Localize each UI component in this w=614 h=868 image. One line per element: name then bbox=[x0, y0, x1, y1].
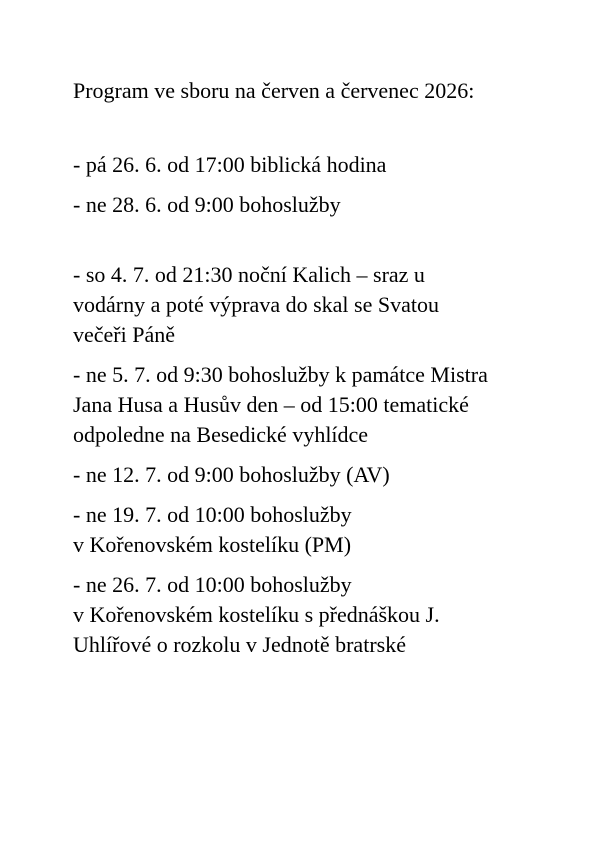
list-item bbox=[73, 500, 573, 560]
list-item-line: - ne 28. 6. od 9:00 bohoslužby bbox=[73, 192, 341, 217]
list-item bbox=[73, 190, 573, 220]
list-item-line: v Kořenovském kostelíku s přednáškou J. bbox=[73, 602, 440, 627]
list-item-line: odpoledne na Besedické vyhlídce bbox=[73, 422, 369, 447]
list-item-line: - ne 12. 7. od 9:00 bohoslužby (AV) bbox=[73, 462, 390, 487]
list-item-line: vodárny a poté výprava do skal se Svatou bbox=[73, 292, 439, 317]
program-list bbox=[73, 150, 573, 670]
list-item-line: - ne 26. 7. od 10:00 bohoslužby bbox=[73, 572, 352, 597]
list-item-line: - ne 19. 7. od 10:00 bohoslužby bbox=[73, 502, 352, 527]
document-title: Program ve sboru na červen a červenec 2026: bbox=[73, 78, 475, 103]
list-item bbox=[73, 360, 573, 450]
list-item bbox=[73, 260, 573, 350]
list-item-line: - pá 26. 6. od 17:00 biblická hodina bbox=[73, 152, 387, 177]
list-item bbox=[73, 460, 573, 490]
list-item-line: večeři Páně bbox=[73, 322, 175, 347]
list-item-line: v Kořenovském kostelíku (PM) bbox=[73, 532, 352, 557]
list-item bbox=[73, 150, 573, 180]
list-item-line: Uhlířové o rozkolu v Jednotě bratrské bbox=[73, 632, 406, 657]
list-item-line: - so 4. 7. od 21:30 noční Kalich – sraz u bbox=[73, 262, 425, 287]
list-item bbox=[73, 570, 573, 660]
list-item-line: Jana Husa a Husův den – od 15:00 tematické bbox=[73, 392, 469, 417]
list-item-line: - ne 5. 7. od 9:30 bohoslužby k památce Mistra bbox=[73, 362, 488, 387]
